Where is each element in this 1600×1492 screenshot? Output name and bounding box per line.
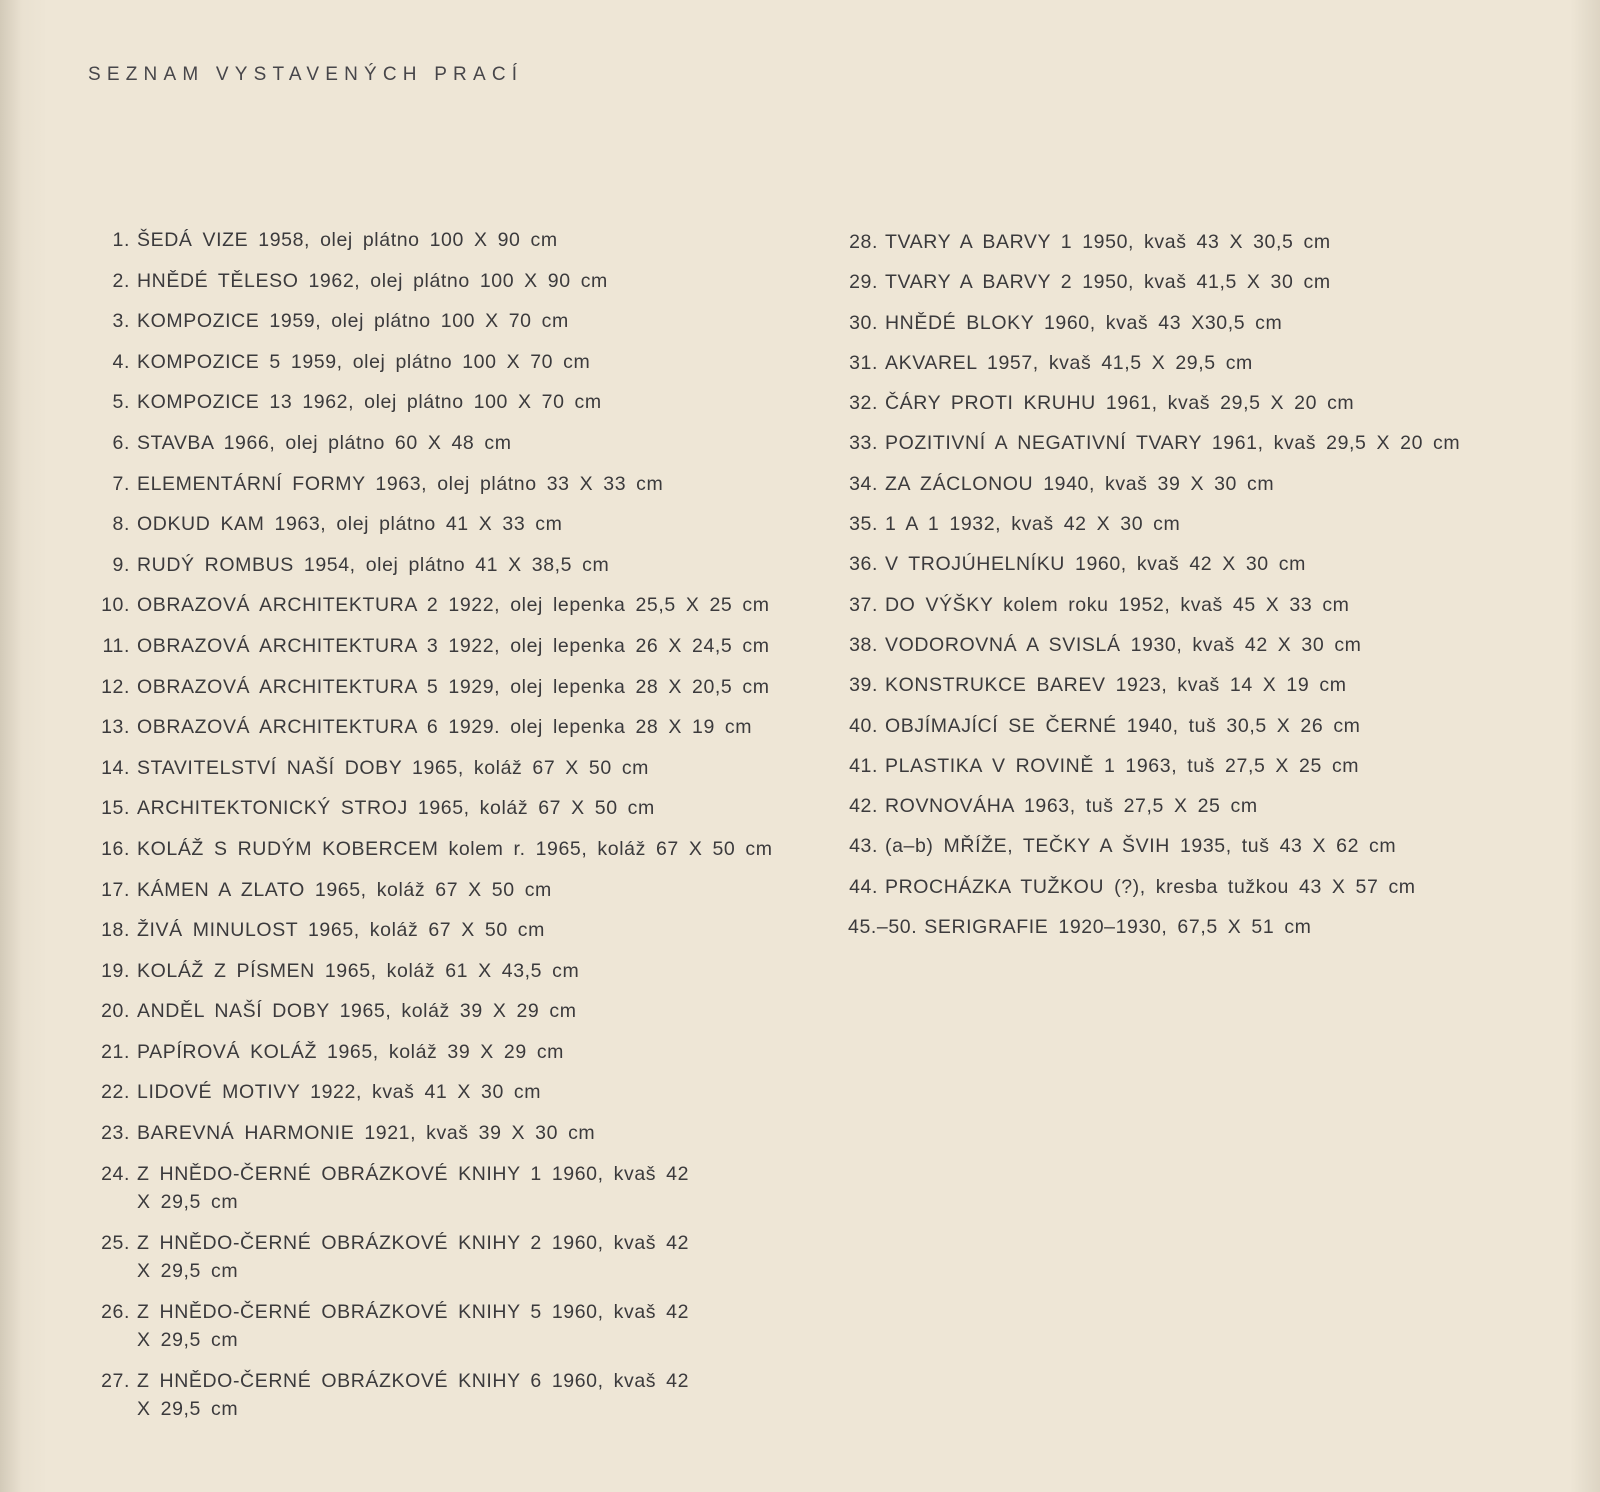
item-number: 12. xyxy=(101,675,130,698)
list-item xyxy=(848,228,1548,268)
list-item xyxy=(848,309,1548,349)
list-item xyxy=(848,429,1548,469)
list-item xyxy=(92,1038,792,1079)
item-text: ŽIVÁ MINULOST 1965, koláž 67 X 50 cm xyxy=(137,919,545,942)
list-item xyxy=(92,1119,792,1160)
item-text: (a–b) MŘÍŽE, TEČKY A ŠVIH 1935, tuš 43 X 62 cm xyxy=(885,835,1397,858)
list-item xyxy=(92,388,792,429)
list-item xyxy=(92,632,792,673)
list-item xyxy=(92,997,792,1038)
works-list-left xyxy=(92,226,792,1436)
item-number: 23. xyxy=(101,1122,130,1145)
list-item xyxy=(92,1078,792,1119)
item-number: 19. xyxy=(101,959,130,982)
item-text: ELEMENTÁRNÍ FORMY 1963, olej plátno 33 X 33 cm xyxy=(137,472,664,495)
list-item xyxy=(92,1367,792,1436)
item-text: KONSTRUKCE BAREV 1923, kvaš 14 X 19 cm xyxy=(885,674,1347,697)
item-text: AKVAREL 1957, kvaš 41,5 X 29,5 cm xyxy=(885,351,1253,374)
list-item xyxy=(92,591,792,632)
item-text: 1 A 1 1932, kvaš 42 X 30 cm xyxy=(885,513,1181,536)
item-text: KOMPOZICE 5 1959, olej plátno 100 X 70 cm xyxy=(137,350,591,373)
item-text: KOMPOZICE 13 1962, olej plátno 100 X 70 cm xyxy=(137,391,602,414)
item-number: 9. xyxy=(112,553,130,576)
list-item xyxy=(92,1160,792,1229)
list-item xyxy=(92,916,792,957)
item-number: 24. xyxy=(101,1162,130,1185)
list-item xyxy=(848,671,1548,711)
item-text: HNĚDÉ BLOKY 1960, kvaš 43 X30,5 cm xyxy=(885,311,1283,334)
list-item xyxy=(848,349,1548,389)
list-item xyxy=(92,876,792,917)
item-number: 4. xyxy=(112,350,130,373)
item-text: STAVITELSTVÍ NAŠÍ DOBY 1965, koláž 67 X 50 cm xyxy=(137,756,650,779)
item-text: Z HNĚDO-ČERNÉ OBRÁZKOVÉ KNIHY 2 1960, kvaš 42 X 29,5 cm xyxy=(137,1231,690,1282)
list-item xyxy=(92,1229,792,1298)
item-number: 34. xyxy=(849,472,878,495)
item-text: SERIGRAFIE 1920–1930, 67,5 X 51 cm xyxy=(924,916,1312,939)
item-text: Z HNĚDO-ČERNÉ OBRÁZKOVÉ KNIHY 6 1960, kvaš 42 X 29,5 cm xyxy=(137,1369,690,1420)
item-number: 27. xyxy=(101,1369,130,1392)
item-text: KÁMEN A ZLATO 1965, koláž 67 X 50 cm xyxy=(137,878,552,901)
item-text: PAPÍROVÁ KOLÁŽ 1965, koláž 39 X 29 cm xyxy=(137,1040,565,1063)
item-number: 14. xyxy=(101,756,130,779)
item-number: 28. xyxy=(849,231,878,253)
item-text: KOLÁŽ S RUDÝM KOBERCEM kolem r. 1965, koláž 67 X 50 cm xyxy=(137,837,773,860)
list-item xyxy=(92,307,792,348)
item-number: 11. xyxy=(102,634,130,657)
item-number: 3. xyxy=(112,310,130,333)
item-number: 16. xyxy=(101,837,130,860)
item-number: 38. xyxy=(849,633,878,656)
item-text: Z HNĚDO-ČERNÉ OBRÁZKOVÉ KNIHY 5 1960, kvaš 42 X 29,5 cm xyxy=(137,1300,690,1351)
item-number: 41. xyxy=(849,754,878,777)
item-text: OBRAZOVÁ ARCHITEKTURA 2 1922, olej lepenka 25,5 X 25 cm xyxy=(137,594,770,617)
item-number: 33. xyxy=(849,432,878,455)
item-text: STAVBA 1966, olej plátno 60 X 48 cm xyxy=(137,431,512,454)
item-number: 39. xyxy=(849,674,878,697)
item-number: 17. xyxy=(101,878,130,901)
item-number: 43. xyxy=(849,835,878,858)
list-item xyxy=(92,267,792,308)
item-number: 26. xyxy=(101,1300,130,1323)
item-text: OBRAZOVÁ ARCHITEKTURA 6 1929. olej lepenka 28 X 19 cm xyxy=(137,716,753,739)
item-number: 37. xyxy=(849,593,878,616)
item-text: PLASTIKA V ROVINĚ 1 1963, tuš 27,5 X 25 cm xyxy=(885,754,1360,777)
item-number: 29. xyxy=(849,271,878,294)
list-item xyxy=(848,389,1548,429)
item-text: ARCHITEKTONICKÝ STROJ 1965, koláž 67 X 50 cm xyxy=(137,797,655,820)
item-number: 7. xyxy=(112,472,130,495)
item-text: Z HNĚDO-ČERNÉ OBRÁZKOVÉ KNIHY 1 1960, kvaš 42 X 29,5 cm xyxy=(137,1162,690,1213)
list-item xyxy=(848,550,1548,590)
item-number: 10. xyxy=(101,594,130,617)
list-item xyxy=(848,913,1548,953)
item-text: OBRAZOVÁ ARCHITEKTURA 5 1929, olej lepenka 28 X 20,5 cm xyxy=(137,675,770,698)
item-text: TVARY A BARVY 2 1950, kvaš 41,5 X 30 cm xyxy=(885,271,1331,294)
page-title: SEZNAM VYSTAVENÝCH PRACÍ xyxy=(88,64,524,85)
item-number: 42. xyxy=(849,795,878,818)
item-text: KOMPOZICE 1959, olej plátno 100 X 70 cm xyxy=(137,310,569,333)
list-item xyxy=(848,873,1548,913)
item-text: HNĚDÉ TĚLESO 1962, olej plátno 100 X 90 cm xyxy=(137,269,608,292)
item-text: ODKUD KAM 1963, olej plátno 41 X 33 cm xyxy=(137,513,563,536)
item-text: ZA ZÁCLONOU 1940, kvaš 39 X 30 cm xyxy=(885,472,1275,495)
item-number: 36. xyxy=(849,553,878,576)
list-item xyxy=(848,268,1548,308)
item-text: POZITIVNÍ A NEGATIVNÍ TVARY 1961, kvaš 29,5 X 20 cm xyxy=(885,432,1461,455)
list-item xyxy=(848,591,1548,631)
list-item xyxy=(848,510,1548,550)
item-text: OBJÍMAJÍCÍ SE ČERNÉ 1940, tuš 30,5 X 26 cm xyxy=(885,714,1361,737)
item-text: ČÁRY PROTI KRUHU 1961, kvaš 29,5 X 20 cm xyxy=(885,392,1355,415)
item-number: 22. xyxy=(101,1081,130,1104)
item-text: ANDĚL NAŠÍ DOBY 1965, koláž 39 X 29 cm xyxy=(137,1000,577,1023)
list-item xyxy=(848,712,1548,752)
item-number: 20. xyxy=(101,1000,130,1023)
list-item xyxy=(92,794,792,835)
item-number: 8. xyxy=(112,513,130,536)
list-item xyxy=(92,1298,792,1367)
item-number: 40. xyxy=(849,714,878,737)
list-item xyxy=(848,832,1548,872)
item-number: 45.–50. xyxy=(848,916,918,939)
item-text: V TROJÚHELNÍKU 1960, kvaš 42 X 30 cm xyxy=(885,553,1306,576)
item-number: 31. xyxy=(849,351,878,374)
item-number: 35. xyxy=(849,513,878,536)
item-text: OBRAZOVÁ ARCHITEKTURA 3 1922, olej lepenka 26 X 24,5 cm xyxy=(137,634,770,657)
list-item xyxy=(848,752,1548,792)
list-item xyxy=(92,673,792,714)
list-item xyxy=(848,792,1548,832)
works-list-right xyxy=(848,228,1548,953)
list-item xyxy=(92,754,792,795)
item-number: 6. xyxy=(112,431,130,454)
item-number: 5. xyxy=(112,391,130,414)
list-item xyxy=(92,551,792,592)
item-number: 15. xyxy=(101,797,130,820)
list-item xyxy=(92,835,792,876)
item-number: 21. xyxy=(101,1040,130,1063)
item-number: 18. xyxy=(101,919,130,942)
item-number: 32. xyxy=(849,392,878,415)
item-text: TVARY A BARVY 1 1950, kvaš 43 X 30,5 cm xyxy=(885,231,1331,253)
item-number: 25. xyxy=(101,1231,130,1254)
list-item xyxy=(92,510,792,551)
list-item xyxy=(92,429,792,470)
item-number: 30. xyxy=(849,311,878,334)
list-item xyxy=(92,470,792,511)
item-text: DO VÝŠKY kolem roku 1952, kvaš 45 X 33 cm xyxy=(885,593,1350,616)
item-text: ROVNOVÁHA 1963, tuš 27,5 X 25 cm xyxy=(885,795,1258,818)
item-text: VODOROVNÁ A SVISLÁ 1930, kvaš 42 X 30 cm xyxy=(885,633,1362,656)
list-item xyxy=(92,348,792,389)
list-item xyxy=(92,957,792,998)
item-text: PROCHÁZKA TUŽKOU (?), kresba tužkou 43 X 57 cm xyxy=(885,875,1416,898)
list-item xyxy=(92,713,792,754)
item-text: LIDOVÉ MOTIVY 1922, kvaš 41 X 30 cm xyxy=(137,1081,542,1104)
list-item xyxy=(92,226,792,267)
item-number: 1. xyxy=(112,229,130,251)
item-text: ŠEDÁ VIZE 1958, olej plátno 100 X 90 cm xyxy=(137,229,558,251)
item-number: 44. xyxy=(849,875,878,898)
list-item xyxy=(848,470,1548,510)
item-text: KOLÁŽ Z PÍSMEN 1965, koláž 61 X 43,5 cm xyxy=(137,959,580,982)
item-number: 13. xyxy=(101,716,130,739)
item-number: 2. xyxy=(112,269,130,292)
item-text: BAREVNÁ HARMONIE 1921, kvaš 39 X 30 cm xyxy=(137,1122,596,1145)
item-text: RUDÝ ROMBUS 1954, olej plátno 41 X 38,5 cm xyxy=(137,553,610,576)
list-item xyxy=(848,631,1548,671)
